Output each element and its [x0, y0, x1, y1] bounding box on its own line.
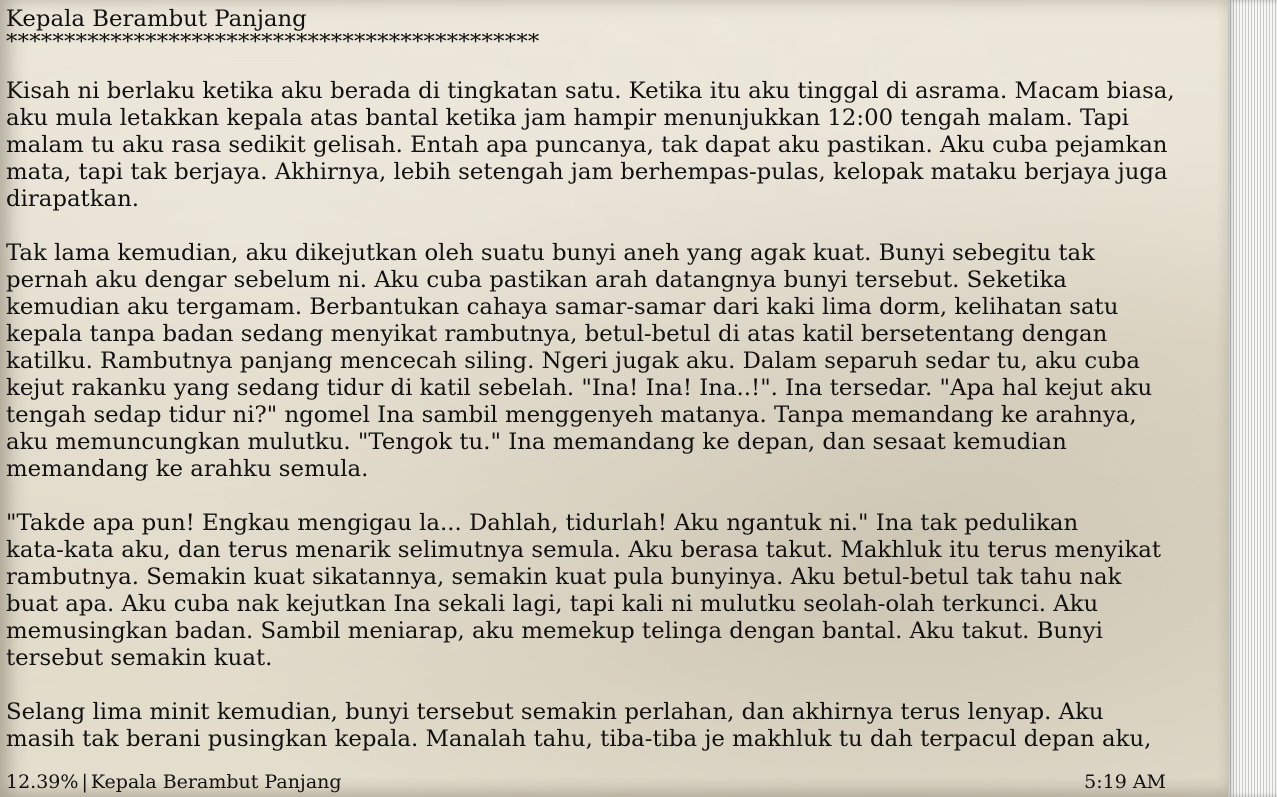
paragraph-gap: [6, 483, 1218, 510]
paragraph-gap: [6, 672, 1218, 699]
reading-progress: 12.39%: [6, 771, 79, 793]
reader-status-bar: [6, 771, 1166, 793]
status-left-group: [6, 771, 342, 793]
paragraph-gap: [6, 213, 1218, 240]
story-paragraph: Selang lima minit kemudian, bunyi tersebut semakin perlahan, dan akhirnya terus lenyap. Aku masih tak berani pusingkan kepala. Manalah tahu, tiba-tiba je makhluk tu dah terpacul depan aku,: [6, 699, 1152, 752]
story-paragraph: Tak lama kemudian, aku dikejutkan oleh suatu bunyi aneh yang agak kuat. Bunyi sebegitu tak pernah aku dengar sebelum ni. Aku cuba pastikan arah datangnya bunyi tersebut. Seketika kemudian aku tergamam. Berbantukan cahaya samar-samar dari kaki lima dorm, kelihatan satu kepala tanpa badan sedang menyikat rambutnya, betul-betul di atas katil bersetentang dengan katilku. Rambutnya panjang mencecah siling. Ngeri jugak aku. Dalam separuh sedar tu, aku cuba kejut rakanku yang sedang tidur di katil sebelah. "Ina! Ina! Ina..!". Ina tersedar. "Apa hal kejut aku tengah sedap tidur ni?" ngomel Ina sambil menggenyeh matanya. Tanpa memandang ke arahnya, aku memuncungkan mulutku. "Tengok tu." Ina memandang ke depan, dan sesaat kemudian memandang ke arahku semula.: [6, 240, 1153, 482]
story-paragraph: Kisah ni berlaku ketika aku berada di tingkatan satu. Ketika itu aku tinggal di asrama. Macam biasa, aku mula letakkan kepala atas bantal ketika jam hampir menunjukkan 12:00 tengah malam. Tapi malam tu aku rasa sedikit gelisah. Entah apa puncanya, tak dapat aku pastikan. Aku cuba pejamkan mata, tapi tak berjaya. Akhirnya, lebih setengah jam berhempas-pulas, kelopak mataku berjaya juga dirapatkan.: [6, 78, 1175, 212]
paragraph-gap: [6, 51, 1218, 78]
status-divider: |: [81, 771, 88, 793]
clock-time: 5:19 AM: [1084, 771, 1166, 793]
page-stack-edge[interactable]: [1228, 0, 1277, 797]
page-content: [6, 6, 1218, 753]
title-separator: **********************************************: [6, 33, 540, 51]
story-paragraph: "Takde apa pun! Engkau mengigau la... Dahlah, tidurlah! Aku ngantuk ni." Ina tak pedulikan kata-kata aku, dan terus menarik selimutnya semula. Aku berasa takut. Makhluk itu terus menyikat rambutnya. Semakin kuat sikatannya, semakin kuat pula bunyinya. Aku betul-betul tak tahu nak buat apa. Aku cuba nak kejutkan Ina sekali lagi, tapi kali ni mulutku seolah-olah terkunci. Aku memusingkan badan. Sambil meniarap, aku memekup telinga dengan bantal. Aku takut. Bunyi tersebut semakin kuat.: [6, 510, 1162, 671]
chapter-title: Kepala Berambut Panjang: [90, 771, 342, 793]
story-title: Kepala Berambut Panjang: [6, 6, 307, 32]
